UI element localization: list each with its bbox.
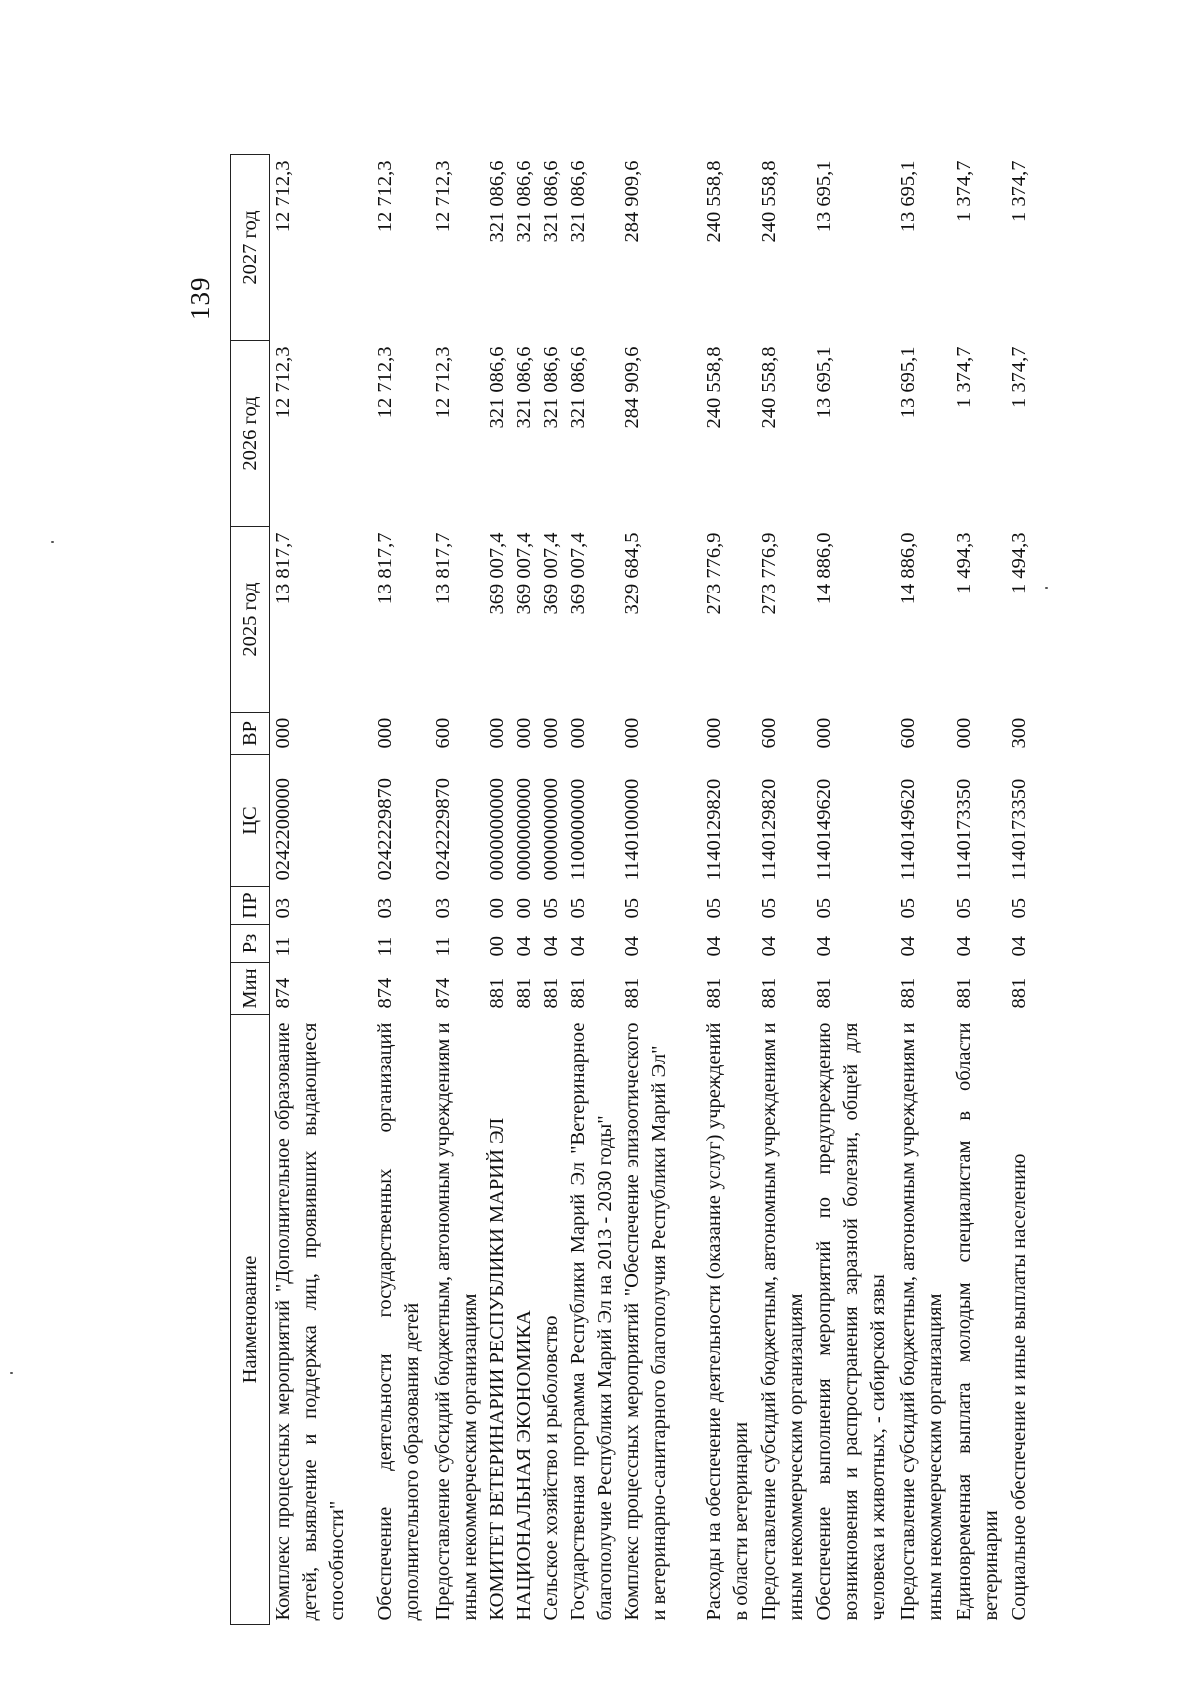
row-rz: 04 — [896, 936, 919, 957]
table-row — [619, 155, 701, 1625]
table-row — [430, 155, 484, 1625]
row-cs: 0242229870 — [373, 778, 396, 881]
row-pr: 03 — [272, 898, 294, 919]
header-2026: 2026 год — [231, 341, 270, 527]
row-min: 881 — [812, 977, 835, 1009]
header-pr: ПР — [231, 887, 270, 925]
row-vr: 000 — [512, 717, 535, 749]
row-name: Обеспечение деятельности государственных организаций дополнительного образования детей — [373, 1022, 423, 1621]
scan-speck — [10, 1372, 13, 1374]
row-name: Обеспечение выполнения мероприятий по предупреждению возникновения и распространения заразной болезни, общей для человека и животных, - сибирской язвы — [812, 1022, 889, 1621]
row-cs: 1140173350 — [1007, 778, 1030, 881]
row-rz: 11 — [272, 936, 294, 957]
row-2027: 12 712,3 — [373, 160, 396, 233]
table-row — [372, 155, 430, 1625]
row-2026: 12 712,3 — [431, 346, 454, 419]
row-2027: 12 712,3 — [431, 160, 454, 233]
row-min: 874 — [431, 977, 454, 1009]
row-cs: 0000000000 — [485, 778, 508, 881]
row-2025: 369 007,4 — [566, 532, 589, 615]
row-pr: 00 — [485, 898, 508, 919]
row-2027: 321 086,6 — [539, 160, 562, 243]
row-2025: 13 817,7 — [431, 532, 454, 605]
row-name: Комплекс процессных мероприятий "Обеспечение эпизоотического и ветеринарно-санитарного благополучия Республики Марий Эл" — [620, 1022, 670, 1621]
row-name: Комплекс процессных мероприятий "Дополнительное образование детей, выявление и поддержка лиц, проявивших выдающиеся способности" — [272, 1022, 348, 1621]
table-row — [1006, 155, 1036, 1625]
budget-table — [230, 154, 1036, 1625]
row-vr: 000 — [539, 717, 562, 749]
row-cs: 1140129820 — [757, 778, 780, 881]
row-2026: 12 712,3 — [373, 346, 396, 419]
row-cs: 0242200000 — [272, 778, 294, 881]
row-rz: 04 — [1007, 936, 1030, 957]
row-2027: 321 086,6 — [485, 160, 508, 243]
row-2025: 1 494,3 — [952, 532, 975, 594]
row-cs: 1140149620 — [812, 778, 835, 881]
header-rz: Рз — [231, 925, 270, 963]
table-row — [756, 155, 811, 1625]
row-2026: 321 086,6 — [566, 346, 589, 429]
row-2025: 369 007,4 — [485, 532, 508, 615]
row-cs: 1140100000 — [620, 778, 643, 881]
row-2026: 13 695,1 — [812, 346, 835, 419]
row-rz: 04 — [952, 936, 975, 957]
row-2027: 13 695,1 — [812, 160, 835, 233]
row-name: Социальное обеспечение и иные выплаты населению — [1007, 1153, 1030, 1621]
row-min: 881 — [485, 977, 508, 1009]
row-2027: 13 695,1 — [896, 160, 919, 233]
row-pr: 00 — [512, 898, 535, 919]
header-2027: 2027 год — [231, 155, 270, 341]
row-cs: 1140129820 — [702, 778, 725, 881]
row-2026: 240 558,8 — [757, 346, 780, 429]
row-2027: 1 374,7 — [952, 160, 975, 222]
row-vr: 600 — [757, 717, 780, 749]
row-vr: 000 — [812, 717, 835, 749]
row-2026: 240 558,8 — [702, 346, 725, 429]
row-name: Расходы на обеспечение деятельности (оказание услуг) учреждений в области ветеринарии — [702, 1022, 752, 1621]
row-rz: 04 — [539, 936, 562, 957]
row-min: 874 — [272, 977, 294, 1009]
row-2026: 1 374,7 — [952, 346, 975, 408]
row-pr: 05 — [757, 898, 780, 919]
table-row — [951, 155, 1006, 1625]
row-pr: 05 — [620, 898, 643, 919]
row-vr: 000 — [485, 717, 508, 749]
table-row — [701, 155, 756, 1625]
row-rz: 11 — [431, 936, 454, 957]
row-vr: 600 — [896, 717, 919, 749]
row-min: 881 — [566, 977, 589, 1009]
row-pr: 05 — [539, 898, 562, 919]
row-name: КОМИТЕТ ВЕТЕРИНАРИИ РЕСПУБЛИКИ МАРИЙ ЭЛ — [485, 1117, 508, 1621]
row-2027: 1 374,7 — [1007, 160, 1030, 222]
table-row — [270, 155, 372, 1625]
row-rz: 04 — [620, 936, 643, 957]
row-vr: 000 — [952, 717, 975, 749]
row-min: 881 — [896, 977, 919, 1009]
row-2026: 13 695,1 — [896, 346, 919, 419]
header-2025: 2025 год — [231, 527, 270, 713]
row-2026: 321 086,6 — [512, 346, 535, 429]
row-2027: 284 909,6 — [620, 160, 643, 243]
row-min: 874 — [373, 977, 396, 1009]
row-rz: 04 — [812, 936, 835, 957]
row-vr: 000 — [373, 717, 396, 749]
row-2026: 321 086,6 — [539, 346, 562, 429]
row-cs: 1140149620 — [896, 778, 919, 881]
row-min: 881 — [620, 977, 643, 1009]
row-2027: 240 558,8 — [702, 160, 725, 243]
row-pr: 03 — [431, 898, 454, 919]
row-vr: 000 — [566, 717, 589, 749]
row-min: 881 — [539, 977, 562, 1009]
row-min: 881 — [952, 977, 975, 1009]
row-2027: 321 086,6 — [512, 160, 535, 243]
row-2025: 14 886,0 — [896, 532, 919, 605]
row-2025: 14 886,0 — [812, 532, 835, 605]
row-name: Предоставление субсидий бюджетным, автономным учреждениям и иным некоммерческим организациям — [896, 1022, 946, 1621]
row-2025: 369 007,4 — [539, 532, 562, 615]
row-2025: 1 494,3 — [1007, 532, 1030, 594]
row-2027: 12 712,3 — [272, 160, 294, 233]
row-name: Предоставление субсидий бюджетным, автономным учреждениям и иным некоммерческим организациям — [431, 1022, 481, 1621]
row-vr: 000 — [272, 717, 294, 749]
row-pr: 05 — [1007, 898, 1030, 919]
row-name: Государственная программа Республики Марий Эл "Ветеринарное благополучие Республики Марий Эл на 2013 - 2030 годы" — [566, 1022, 616, 1621]
scan-speck — [1045, 587, 1048, 589]
row-rz: 00 — [485, 936, 508, 957]
row-min: 881 — [757, 977, 780, 1009]
row-name: Предоставление субсидий бюджетным, автономным учреждениям и иным некоммерческим организациям — [757, 1022, 807, 1621]
table-row — [895, 155, 951, 1625]
table-row — [811, 155, 895, 1625]
row-rz: 04 — [757, 936, 780, 957]
row-2025: 273 776,9 — [702, 532, 725, 615]
header-name: Наименование — [231, 1015, 270, 1625]
row-vr: 300 — [1007, 717, 1030, 749]
row-2027: 321 086,6 — [566, 160, 589, 243]
row-2026: 12 712,3 — [272, 346, 294, 419]
row-vr: 000 — [702, 717, 725, 749]
row-pr: 03 — [373, 898, 396, 919]
page-number: 139 — [185, 276, 215, 320]
row-2026: 1 374,7 — [1007, 346, 1030, 408]
row-vr: 000 — [620, 717, 643, 749]
row-min: 881 — [702, 977, 725, 1009]
row-min: 881 — [1007, 977, 1030, 1009]
row-cs: 0000000000 — [512, 778, 535, 881]
header-row — [231, 155, 270, 1625]
row-2025: 273 776,9 — [757, 532, 780, 615]
row-cs: 0242229870 — [431, 778, 454, 881]
row-rz: 04 — [702, 936, 725, 957]
row-2026: 284 909,6 — [620, 346, 643, 429]
row-name: НАЦИОНАЛЬНАЯ ЭКОНОМИКА — [512, 1310, 535, 1621]
row-pr: 05 — [896, 898, 919, 919]
table-row-group — [484, 155, 619, 1625]
header-cs: ЦС — [231, 755, 270, 887]
scan-speck — [51, 541, 54, 543]
row-rz: 04 — [566, 936, 589, 957]
row-pr: 05 — [812, 898, 835, 919]
row-name: Сельское хозяйство и рыболовство — [539, 1315, 562, 1621]
header-vr: ВР — [231, 713, 270, 755]
row-cs: 1100000000 — [566, 778, 589, 881]
row-2025: 13 817,7 — [272, 532, 294, 605]
header-min: Мин — [231, 963, 270, 1015]
row-rz: 11 — [373, 936, 396, 957]
row-min: 881 — [512, 977, 535, 1009]
row-name: Единовременная выплата молодым специалистам в области ветеринарии — [952, 1022, 1002, 1621]
row-2025: 329 684,5 — [620, 532, 643, 615]
row-rz: 04 — [512, 936, 535, 957]
row-vr: 600 — [431, 717, 454, 749]
row-pr: 05 — [702, 898, 725, 919]
row-2026: 321 086,6 — [485, 346, 508, 429]
row-2025: 13 817,7 — [373, 532, 396, 605]
row-2025: 369 007,4 — [512, 532, 535, 615]
row-pr: 05 — [566, 898, 589, 919]
row-2027: 240 558,8 — [757, 160, 780, 243]
row-cs: 1140173350 — [952, 778, 975, 881]
row-cs: 0000000000 — [539, 778, 562, 881]
rotated-page — [185, 155, 1030, 1625]
row-pr: 05 — [952, 898, 975, 919]
